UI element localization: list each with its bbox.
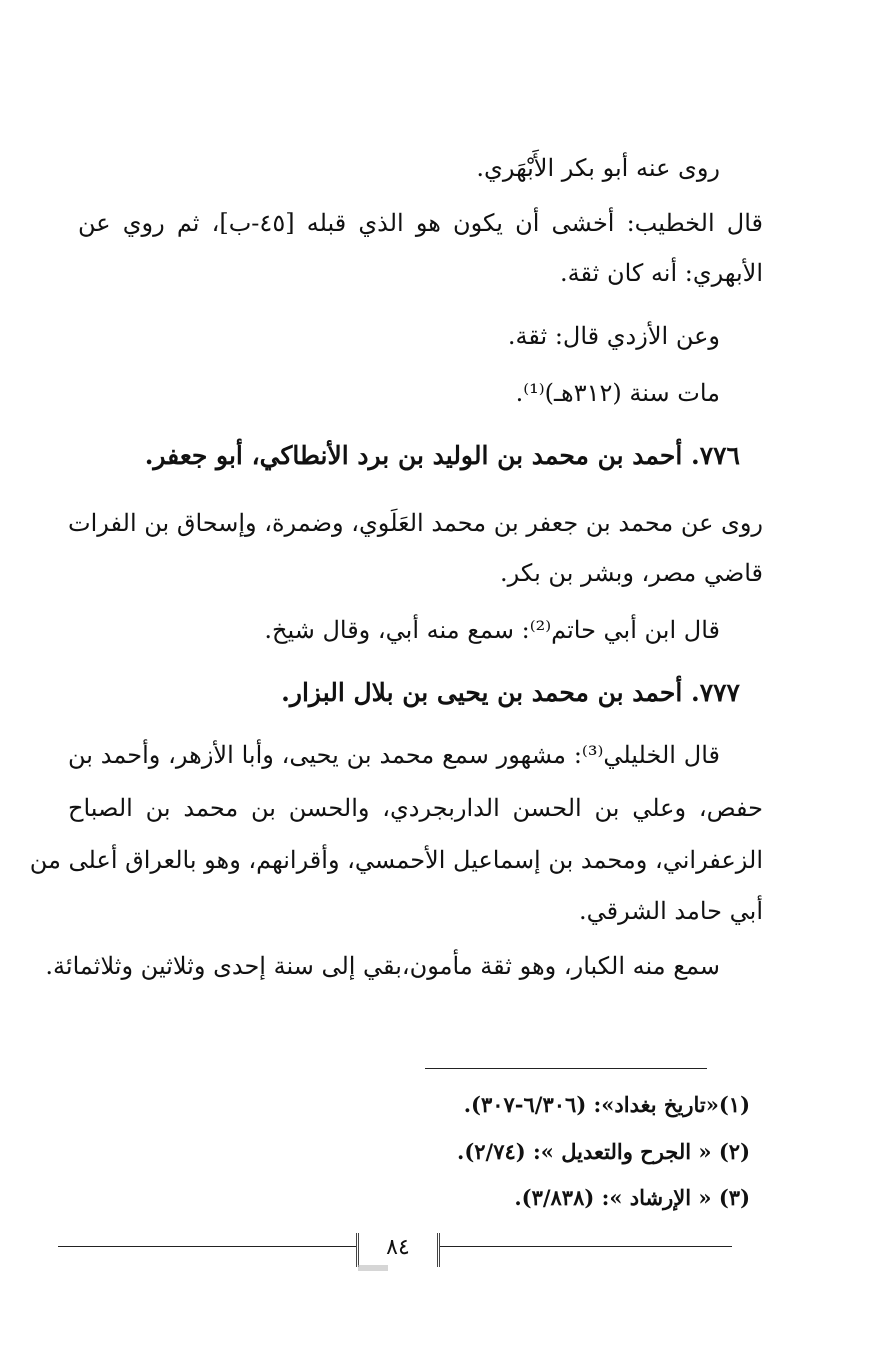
body-line: روى عنه أبو بكر الأَبْهَري. (476, 154, 720, 182)
body-line: قال ابن أبي حاتم⁽²⁾: سمع منه أبي، وقال شيخ. (264, 616, 720, 644)
page-number-frame (356, 1233, 440, 1267)
entry-heading: ٧٧٦. أحمد بن محمد بن الوليد بن برد الأنطاكي، أبو جعفر. (144, 441, 740, 470)
body-line: مات سنة (٣١٢هـ)⁽¹⁾. (515, 379, 720, 407)
print-smudge (358, 1265, 388, 1271)
bottom-rule-right (440, 1246, 732, 1247)
body-line: سمع منه الكبار، وهو ثقة مأمون،بقي إلى سنة إحدى وثلاثين وثلاثمائة. (45, 952, 720, 980)
bottom-rule-left (58, 1246, 356, 1247)
body-line: حفص، وعلي بن الحسن الداربجردي، والحسن بن محمد بن الصباح (68, 794, 763, 822)
ornament-left (356, 1233, 365, 1267)
footnote: (١)«تاريخ بغداد»: (٦/٣٠٦-٣٠٧). (463, 1092, 750, 1117)
body-line: أبي حامد الشرقي. (579, 897, 763, 925)
ornament-right (431, 1233, 440, 1267)
body-line: قاضي مصر، وبشر بن بكر. (499, 559, 763, 587)
page-number: ٨٤ (386, 1235, 410, 1260)
body-line: روى عن محمد بن جعفر بن محمد العَلَوي، وضمرة، وإسحاق بن الفرات (67, 509, 763, 537)
entry-heading: ٧٧٧. أحمد بن محمد بن يحيى بن بلال البزار. (281, 678, 740, 707)
body-line: الزعفراني، ومحمد بن إسماعيل الأحمسي، وأقرانهم، وهو بالعراق أعلى من (29, 846, 763, 874)
footnote: (٢) « الجرح والتعديل »: (٢/٧٤). (457, 1139, 750, 1164)
body-line: قال الخطيب: أخشى أن يكون هو الذي قبله [٤٥-ب]، ثم روي عن (78, 209, 763, 237)
body-line: وعن الأزدي قال: ثقة. (507, 322, 720, 350)
footnote: (٣) « الإرشاد »: (٣/٨٣٨). (514, 1185, 750, 1210)
footnote-separator (425, 1068, 707, 1069)
body-line: الأبهري: أنه كان ثقة. (560, 259, 763, 287)
body-line: قال الخليلي⁽³⁾: مشهور سمع محمد بن يحيى، وأبا الأزهر، وأحمد بن (68, 741, 720, 769)
